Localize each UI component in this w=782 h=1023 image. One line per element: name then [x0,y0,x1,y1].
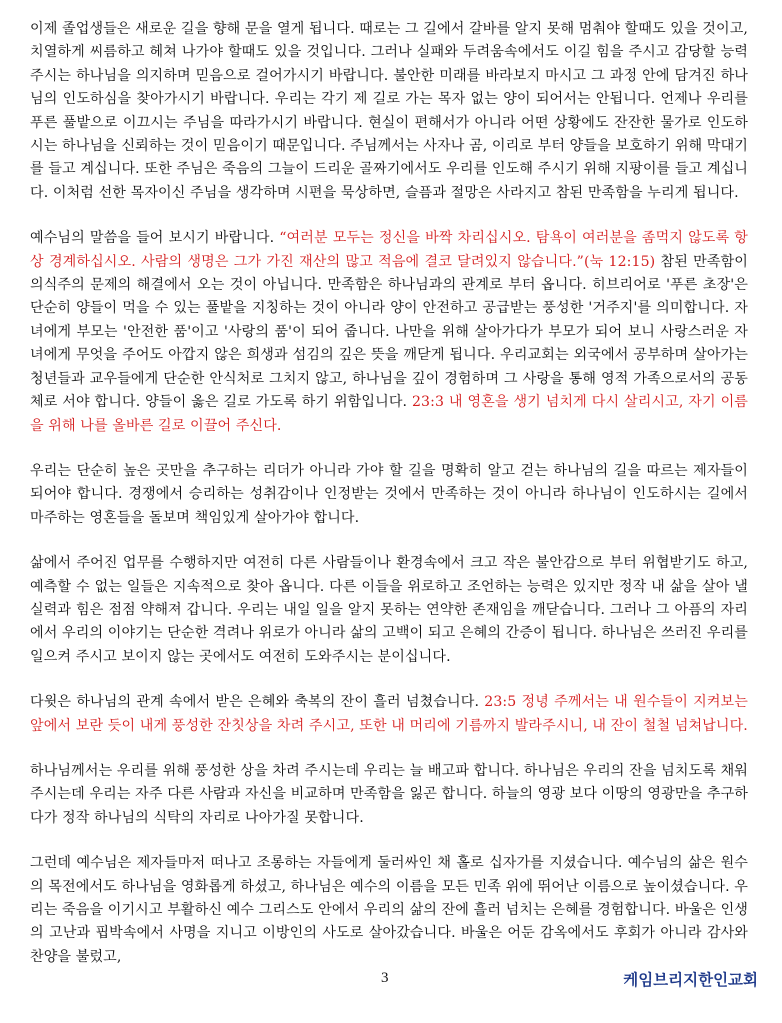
paragraph-2-body: 참된 만족함이 의식주의 문제의 해결에서 오는 것이 아닙니다. 만족함은 하나님과의 관계로 부터 옵니다. 히브리어로 '푸른 초장'은 단순히 양들이 먹을 수 있는 풀밭을 지칭하는 것이 아니라 양이 안전하고 공급받는 풍성한 '거주지'를 의미합니다. 자녀에게 부모는 '안전한 품'이고 '사랑의 품'이 되어 줍니다. 나만을 위해 살아가다가 부모가 되어 보니 사랑스러운 자녀에게 무엇을 주어도 아깝지 않은 희생과 섬김의 깊은 뜻을 깨닫게 됩니다. 우리교회는 외국에서 공부하며 살아가는 청년들과 교우들에게 단순한 안식처로 그치지 않고, 하나님을 깊이 경험하며 그 사랑을 통해 영적 가족으로서의 공동체로 서야 합니다. 양들이 옳은 길로 가도록 하기 위함입니다. [30,253,748,411]
paragraph-6 [30,760,748,830]
paragraph-6-text: 하나님께서는 우리를 위해 풍성한 상을 차려 주시는데 우리는 늘 배고파 합니다. 하나님은 우리의 잔을 넘치도록 채워 주시는데 우리는 자주 다른 사람과 자신을 비교하며 만족함을 잃곤 합니다. 하늘의 영광 보다 이땅의 영광만을 추구하다가 정작 하나님의 식탁의 자리로 나아가질 못합니다. [30,762,748,826]
paragraph-1 [30,18,748,205]
paragraph-5-intro: 다윗은 하나님의 관계 속에서 받은 은혜와 축복의 잔이 흘러 넘쳤습니다. [30,694,485,711]
paragraph-3 [30,460,748,530]
scripture-psalm-23-3: 23:3 내 영혼을 생기 넘치게 다시 살리시고, 자기 이름을 위해 나를 올바른 길로 이끌어 주신다. [30,394,749,434]
paragraph-1-text: 이제 졸업생들은 새로운 길을 향해 문을 열게 됩니다. 때로는 그 길에서 갈바를 알지 못해 멈춰야 할때도 있을 것이고, 치열하게 씨름하고 헤쳐 나가야 할때도 있을 것입니다. 그러나 실패와 두려움속에서도 이길 힘을 주시고 감당할 능력 주시는 하나님을 의지하며 믿음으로 걸어가시기 바랍니다. 불안한 미래를 바라보지 마시고 그 과정 안에 담겨진 하나님의 인도하심을 찾아가시기 바랍니다. 우리는 각기 제 길로 가는 목자 없는 양이 되어서는 안됩니다. 언제나 우리를 푸른 풀밭으로 이끄시는 주님을 따라가시기 바랍니다. 현실이 편해서가 아니라 어떤 상황에도 잔잔한 물가로 인도하시는 하나님을 신뢰하는 것이 믿음이기 때문입니다. 주님께서는 사자나 곰, 이리로 부터 양들을 보호하기 위해 막대기를 들고 계십니다. 또한 주님은 죽음의 그늘이 드리운 골짜기에서도 우리를 인도해 주시기 위해 지팡이를 들고 계십니다. 이처럼 선한 목자이신 주님을 생각하며 시편을 묵상하면, 슬픔과 절망은 사라지고 참된 만족함을 누리게 됩니다. [30,21,748,201]
paragraph-4-text: 삶에서 주어진 업무를 수행하지만 여전히 다른 사람들이나 환경속에서 크고 작은 불안감으로 부터 위협받기도 하고, 예측할 수 없는 일들은 지속적으로 찾아 옵니다. 다른 이들을 위로하고 조언하는 능력은 있지만 정작 내 삶을 살아 낼 실력과 힘은 점점 약해져 갑니다. 우리는 내일 일을 알지 못하는 연약한 존재임을 깨닫습니다. 그러나 그 아픔의 자리에서 우리의 이야기는 단순한 격려나 위로가 아니라 삶의 고백이 되고 은혜의 간증이 됩니다. 하나님은 쓰러진 우리를 일으켜 주시고 보이지 않는 곳에서도 여전히 도와주시는 분이십니다. [30,555,748,665]
scripture-luke-12-15: “여러분 모두는 정신을 바짝 차리십시오. 탐욕이 여러분을 좀먹지 않도록 항상 경계하십시오. 사람의 생명은 그가 가진 재산의 많고 적음에 결코 달려있지 않습니다.”(눅 12:15) [30,230,748,270]
paragraph-3-text: 우리는 단순히 높은 곳만을 추구하는 리더가 아니라 가야 할 길을 명확히 알고 걷는 하나님의 길을 따르는 제자들이 되어야 합니다. 경쟁에서 승리하는 성취감이나 인정받는 것에서 만족하는 것이 아니라 하나님이 인도하시는 길에서 마주하는 영혼들을 돌보며 책임있게 살아가야 합니다. [30,462,748,526]
page-footer [0,968,782,996]
scripture-psalm-23-5: 23:5 정녕 주께서는 내 원수들이 지켜보는 앞에서 보란 듯이 내게 풍성한 잔칫상을 차려 주시고, 또한 내 머리에 기름까지 발라주시니, 내 잔이 철철 넘쳐납니다. [30,694,748,734]
page-number: 3 [381,970,389,986]
paragraph-4 [30,552,748,669]
paragraph-2-intro: 예수님의 말씀을 들어 보시기 바랍니다. [30,230,280,247]
church-name: 케임브리지한인교회 [623,971,758,989]
paragraph-7-text: 그런데 예수님은 제자들마저 떠나고 조롱하는 자들에게 둘러싸인 채 홀로 십자가를 지셨습니다. 예수님의 삶은 원수의 목전에서도 하나님을 영화롭게 하셨고, 하나님은 예수의 이름을 모든 민족 위에 뛰어난 이름으로 높이셨습니다. 우리는 죽음을 이기시고 부활하신 예수 그리스도 안에서 우리의 삶의 잔에 흘러 넘치는 은혜를 경험합니다. 바울은 인생의 고난과 핍박속에서 사명을 지니고 이방인의 사도로 살아갔습니다. 바울은 어둔 감옥에서도 후회가 아니라 감사와 찬양을 불렀고, [30,855,748,965]
paragraph-7 [30,852,748,969]
paragraph-2 [30,227,748,438]
paragraph-5 [30,691,748,738]
